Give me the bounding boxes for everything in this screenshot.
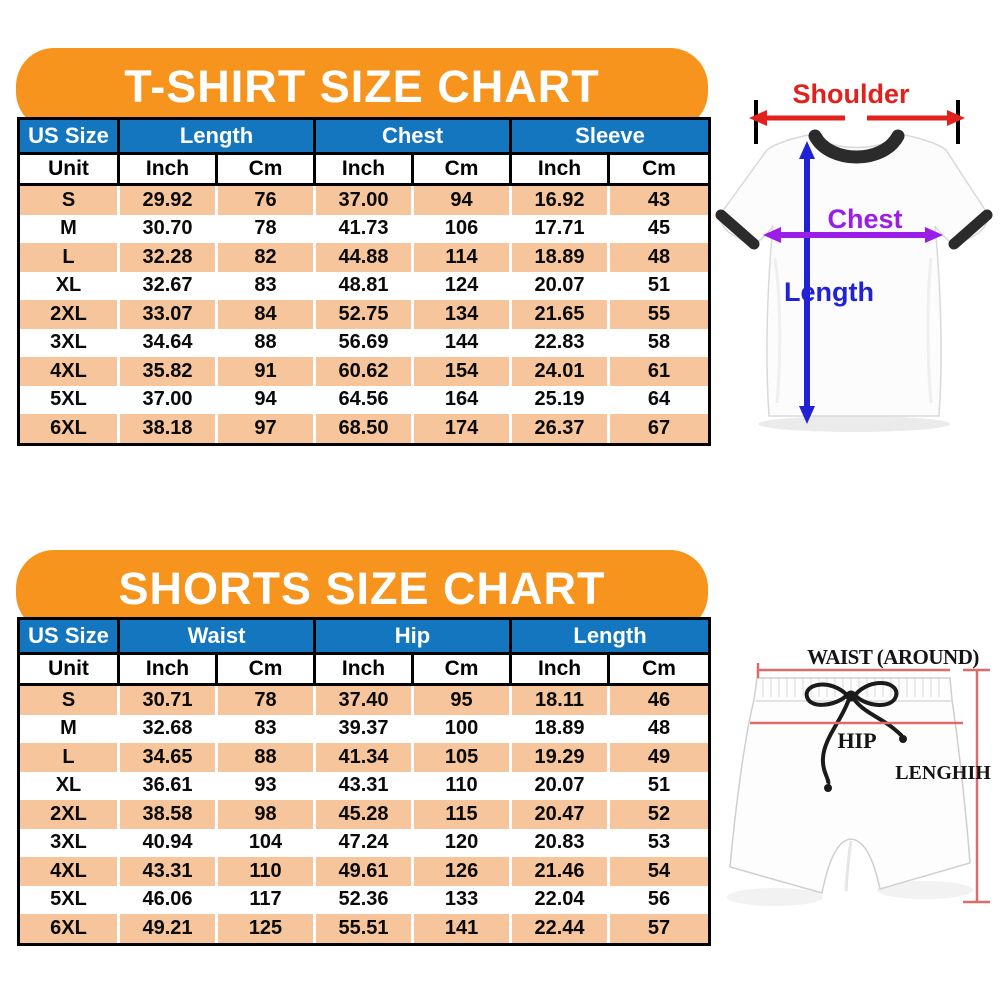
unit-label: Unit [20, 155, 120, 186]
value-cell: 25.19 [512, 386, 610, 415]
unit-cell: Inch [120, 655, 218, 686]
value-cell: 48.81 [316, 272, 414, 301]
value-cell: 51 [610, 772, 708, 801]
shorts-size-table-frame [17, 617, 711, 946]
value-cell: 154 [414, 357, 512, 386]
unit-cell: Cm [218, 155, 316, 186]
value-cell: 32.68 [120, 715, 218, 744]
table-row [20, 857, 708, 886]
value-cell: 94 [218, 386, 316, 415]
value-cell: 56 [610, 886, 708, 915]
value-cell: 18.11 [512, 686, 610, 715]
value-cell: 84 [218, 300, 316, 329]
table-row [20, 914, 708, 943]
size-cell: L [20, 243, 120, 272]
value-cell: 39.37 [316, 715, 414, 744]
size-cell: 5XL [20, 886, 120, 915]
size-cell: M [20, 715, 120, 744]
value-cell: 60.62 [316, 357, 414, 386]
value-cell: 58 [610, 329, 708, 358]
value-cell: 88 [218, 743, 316, 772]
value-cell: 41.34 [316, 743, 414, 772]
group-header: Waist [120, 620, 316, 655]
value-cell: 43.31 [316, 772, 414, 801]
value-cell: 110 [414, 772, 512, 801]
tshirt-chart-title: T-SHIRT SIZE CHART [124, 61, 600, 112]
value-cell: 41.73 [316, 215, 414, 244]
value-cell: 117 [218, 886, 316, 915]
value-cell: 93 [218, 772, 316, 801]
value-cell: 68.50 [316, 414, 414, 443]
value-cell: 120 [414, 829, 512, 858]
tshirt-body [719, 134, 989, 416]
value-cell: 76 [218, 186, 316, 215]
value-cell: 83 [218, 715, 316, 744]
table-row [20, 772, 708, 801]
hip-label: HIP [837, 728, 877, 753]
value-cell: 52.75 [316, 300, 414, 329]
value-cell: 46 [610, 686, 708, 715]
us-size-header: US Size [20, 120, 120, 155]
unit-cell: Cm [610, 655, 708, 686]
group-header: Length [120, 120, 316, 155]
table-row [20, 329, 708, 358]
size-cell: XL [20, 772, 120, 801]
value-cell: 64.56 [316, 386, 414, 415]
drawstring-tail-end [899, 735, 907, 743]
value-cell: 97 [218, 414, 316, 443]
size-cell: 4XL [20, 857, 120, 886]
length-label: Length [784, 277, 874, 307]
unit-cell: Cm [610, 155, 708, 186]
table-row [20, 386, 708, 415]
unit-cell: Inch [512, 155, 610, 186]
table-row [20, 715, 708, 744]
value-cell: 43 [610, 186, 708, 215]
value-cell: 57 [610, 914, 708, 943]
size-cell: 2XL [20, 300, 120, 329]
value-cell: 48 [610, 715, 708, 744]
value-cell: 38.58 [120, 800, 218, 829]
waist-label: WAIST (AROUND) [807, 645, 979, 669]
value-cell: 126 [414, 857, 512, 886]
unit-header-row [20, 655, 708, 686]
size-cell: 3XL [20, 329, 120, 358]
value-cell: 105 [414, 743, 512, 772]
unit-cell: Inch [512, 655, 610, 686]
value-cell: 100 [414, 715, 512, 744]
value-cell: 44.88 [316, 243, 414, 272]
shorts-chart-title: SHORTS SIZE CHART [118, 563, 606, 614]
value-cell: 37.00 [120, 386, 218, 415]
value-cell: 82 [218, 243, 316, 272]
value-cell: 22.44 [512, 914, 610, 943]
value-cell: 133 [414, 886, 512, 915]
value-cell: 52 [610, 800, 708, 829]
group-header-row [20, 620, 708, 655]
value-cell: 91 [218, 357, 316, 386]
value-cell: 124 [414, 272, 512, 301]
value-cell: 110 [218, 857, 316, 886]
tshirt-shadow [758, 416, 950, 432]
size-cell: XL [20, 272, 120, 301]
value-cell: 115 [414, 800, 512, 829]
value-cell: 144 [414, 329, 512, 358]
group-header: Sleeve [512, 120, 708, 155]
shorts-illustration [700, 600, 1000, 1000]
collar-band [815, 136, 898, 157]
value-cell: 32.67 [120, 272, 218, 301]
value-cell: 16.92 [512, 186, 610, 215]
table-row [20, 357, 708, 386]
value-cell: 94 [414, 186, 512, 215]
value-cell: 45.28 [316, 800, 414, 829]
group-header-row [20, 120, 708, 155]
value-cell: 40.94 [120, 829, 218, 858]
value-cell: 64 [610, 386, 708, 415]
shoulder-label: Shoulder [792, 79, 910, 109]
value-cell: 37.00 [316, 186, 414, 215]
value-cell: 21.46 [512, 857, 610, 886]
table-row [20, 243, 708, 272]
size-cell: S [20, 686, 120, 715]
value-cell: 20.07 [512, 272, 610, 301]
us-size-header: US Size [20, 620, 120, 655]
value-cell: 164 [414, 386, 512, 415]
shorts-size-table [20, 620, 708, 943]
size-cell: L [20, 743, 120, 772]
value-cell: 141 [414, 914, 512, 943]
value-cell: 24.01 [512, 357, 610, 386]
size-cell: 3XL [20, 829, 120, 858]
table-row [20, 800, 708, 829]
unit-cell: Inch [120, 155, 218, 186]
value-cell: 54 [610, 857, 708, 886]
value-cell: 32.28 [120, 243, 218, 272]
chest-label: Chest [827, 204, 903, 234]
value-cell: 55 [610, 300, 708, 329]
unit-label: Unit [20, 655, 120, 686]
table-row [20, 829, 708, 858]
unit-cell: Inch [316, 155, 414, 186]
drawstring-tail-end [824, 784, 832, 792]
tshirt-size-table [20, 120, 708, 443]
value-cell: 21.65 [512, 300, 610, 329]
group-header: Length [512, 620, 708, 655]
value-cell: 88 [218, 329, 316, 358]
inseam-shading [846, 841, 851, 891]
value-cell: 46.06 [120, 886, 218, 915]
size-cell: M [20, 215, 120, 244]
value-cell: 29.92 [120, 186, 218, 215]
value-cell: 30.70 [120, 215, 218, 244]
unit-cell: Cm [414, 655, 512, 686]
tshirt-size-table-frame [17, 117, 711, 446]
value-cell: 33.07 [120, 300, 218, 329]
unit-header-row [20, 155, 708, 186]
shorts-length-label: LENGHIH [895, 762, 991, 784]
value-cell: 48 [610, 243, 708, 272]
table-row [20, 300, 708, 329]
value-cell: 34.64 [120, 329, 218, 358]
value-cell: 53 [610, 829, 708, 858]
value-cell: 43.31 [120, 857, 218, 886]
table-row [20, 886, 708, 915]
value-cell: 20.83 [512, 829, 610, 858]
value-cell: 55.51 [316, 914, 414, 943]
value-cell: 78 [218, 215, 316, 244]
unit-cell: Cm [414, 155, 512, 186]
value-cell: 22.83 [512, 329, 610, 358]
value-cell: 22.04 [512, 886, 610, 915]
value-cell: 98 [218, 800, 316, 829]
value-cell: 38.18 [120, 414, 218, 443]
value-cell: 37.40 [316, 686, 414, 715]
value-cell: 30.71 [120, 686, 218, 715]
value-cell: 45 [610, 215, 708, 244]
value-cell: 174 [414, 414, 512, 443]
value-cell: 17.71 [512, 215, 610, 244]
value-cell: 61 [610, 357, 708, 386]
value-cell: 52.36 [316, 886, 414, 915]
group-header: Chest [316, 120, 512, 155]
size-cell: 6XL [20, 914, 120, 943]
value-cell: 34.65 [120, 743, 218, 772]
size-cell: S [20, 186, 120, 215]
size-cell: 5XL [20, 386, 120, 415]
table-row [20, 215, 708, 244]
value-cell: 56.69 [316, 329, 414, 358]
size-cell: 4XL [20, 357, 120, 386]
unit-cell: Cm [218, 655, 316, 686]
value-cell: 19.29 [512, 743, 610, 772]
value-cell: 67 [610, 414, 708, 443]
shorts-body [730, 678, 970, 893]
value-cell: 20.47 [512, 800, 610, 829]
unit-cell: Inch [316, 655, 414, 686]
value-cell: 18.89 [512, 243, 610, 272]
value-cell: 49 [610, 743, 708, 772]
table-row [20, 414, 708, 443]
value-cell: 134 [414, 300, 512, 329]
size-cell: 6XL [20, 414, 120, 443]
size-cell: 2XL [20, 800, 120, 829]
tshirt-illustration [705, 58, 1000, 463]
value-cell: 104 [218, 829, 316, 858]
group-header: Hip [316, 620, 512, 655]
value-cell: 125 [218, 914, 316, 943]
value-cell: 106 [414, 215, 512, 244]
value-cell: 83 [218, 272, 316, 301]
shorts-shadow [727, 888, 823, 906]
table-row [20, 686, 708, 715]
value-cell: 49.21 [120, 914, 218, 943]
value-cell: 95 [414, 686, 512, 715]
table-row [20, 272, 708, 301]
value-cell: 51 [610, 272, 708, 301]
value-cell: 35.82 [120, 357, 218, 386]
table-row [20, 186, 708, 215]
value-cell: 49.61 [316, 857, 414, 886]
value-cell: 20.07 [512, 772, 610, 801]
value-cell: 78 [218, 686, 316, 715]
value-cell: 47.24 [316, 829, 414, 858]
value-cell: 36.61 [120, 772, 218, 801]
value-cell: 114 [414, 243, 512, 272]
value-cell: 18.89 [512, 715, 610, 744]
table-row [20, 743, 708, 772]
value-cell: 26.37 [512, 414, 610, 443]
